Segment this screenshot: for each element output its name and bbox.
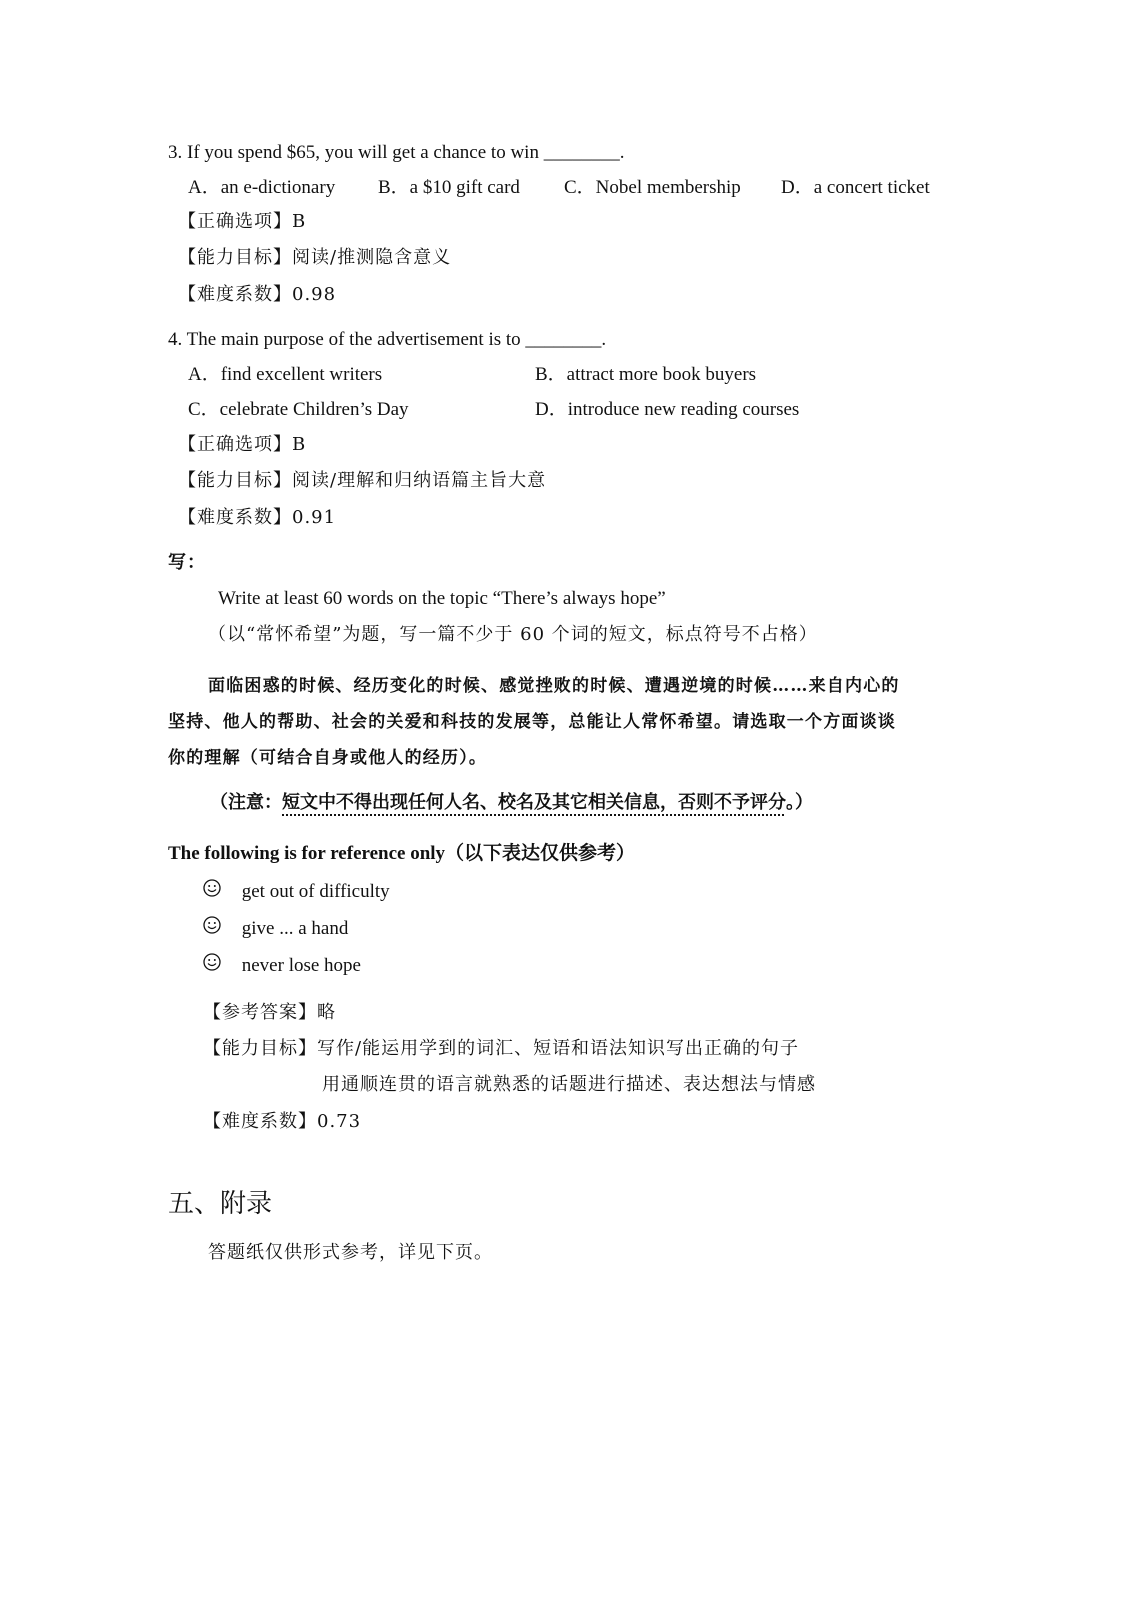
q4-option-c: C．celebrate Children’s Day bbox=[188, 399, 409, 420]
q3-option-d: D．a concert ticket bbox=[781, 177, 930, 198]
q3-option-a: A．an e-dictionary bbox=[188, 177, 336, 198]
smiley-icon bbox=[203, 916, 221, 934]
writing-topic-en: Write at least 60 words on the topic “There’s always hope” bbox=[218, 588, 666, 609]
q4-option-b: B．attract more book buyers bbox=[535, 364, 757, 385]
writing-skill-line-2: 用通顺连贯的语言就熟悉的话题进行描述、表达想法与情感 bbox=[322, 1074, 816, 1095]
writing-difficulty: 【难度系数】0.73 bbox=[203, 1111, 362, 1132]
phrase-item bbox=[203, 879, 390, 904]
q3-answer: 【正确选项】B bbox=[178, 211, 307, 232]
smiley-icon bbox=[203, 953, 221, 971]
phrase-item bbox=[203, 916, 348, 941]
phrase-item bbox=[203, 953, 361, 978]
writing-prompt-line-3: 你的理解（可结合自身或他人的经历）。 bbox=[168, 748, 488, 768]
appendix-heading: 五、附录 bbox=[168, 1189, 273, 1219]
writing-skill-line-1: 【能力目标】写作/能运用学到的词汇、短语和语法知识写出正确的句子 bbox=[203, 1038, 800, 1059]
writing-topic-cn: （以“常怀希望”为题，写一篇不少于 60 个词的短文，标点符号不占格） bbox=[208, 624, 818, 645]
writing-heading: 写： bbox=[168, 552, 206, 573]
writing-note-suffix: 。） bbox=[786, 792, 813, 813]
phrase-text: never lose hope bbox=[241, 955, 361, 976]
writing-note-prefix: （注意： bbox=[210, 792, 282, 813]
writing-note-dotted: 短文中不得出现任何人名、校名及其它相关信息，否则不予评分 bbox=[282, 792, 786, 813]
writing-answer: 【参考答案】略 bbox=[203, 1002, 336, 1023]
q4-stem: 4. The main purpose of the advertisement is to ________. bbox=[168, 329, 607, 350]
writing-prompt-line-2: 坚持、他人的帮助、社会的关爱和科技的发展等，总能让人常怀希望。请选取一个方面谈谈 bbox=[168, 712, 896, 732]
phrase-text: get out of difficulty bbox=[241, 881, 390, 902]
q3-option-c: C．Nobel membership bbox=[564, 177, 741, 198]
q4-option-a: A．find excellent writers bbox=[188, 364, 383, 385]
q3-stem: 3. If you spend $65, you will get a chance to win ________. bbox=[168, 142, 625, 163]
smiley-icon bbox=[203, 879, 221, 897]
q4-option-d: D．introduce new reading courses bbox=[535, 399, 800, 420]
q3-skill: 【能力目标】阅读/推测隐含意义 bbox=[178, 247, 452, 268]
writing-prompt-line-1: 面临困惑的时候、经历变化的时候、感觉挫败的时候、遭遇逆境的时候……来自内心的 bbox=[208, 676, 900, 696]
q4-difficulty: 【难度系数】0.91 bbox=[178, 507, 337, 528]
q3-option-b: B．a $10 gift card bbox=[378, 177, 520, 198]
writing-note bbox=[210, 791, 813, 815]
q4-answer: 【正确选项】B bbox=[178, 434, 307, 455]
q4-skill: 【能力目标】阅读/理解和归纳语篇主旨大意 bbox=[178, 470, 547, 491]
q3-difficulty: 【难度系数】0.98 bbox=[178, 284, 337, 305]
reference-title: The following is for reference only（以下表达仅供参考） bbox=[168, 843, 636, 864]
appendix-text: 答题纸仅供形式参考，详见下页。 bbox=[208, 1242, 493, 1263]
phrase-text: give ... a hand bbox=[241, 918, 349, 939]
